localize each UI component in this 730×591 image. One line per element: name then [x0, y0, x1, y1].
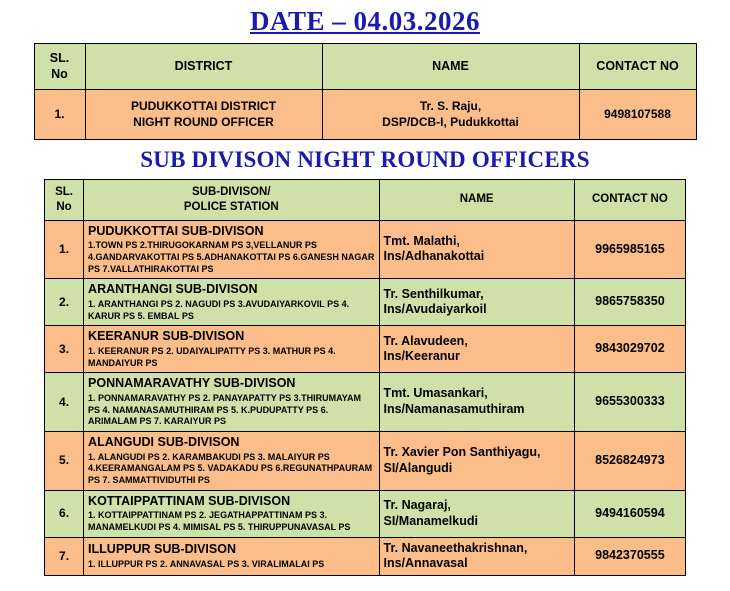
district-line1: PUDUKKOTTAI DISTRICT — [130, 99, 277, 114]
officer-designation: SI/Manamelkudi — [383, 513, 478, 528]
column-header-sl — [34, 44, 85, 90]
officer-name: Tr. S. Raju, — [419, 99, 482, 114]
cell-sl: 5. — [45, 431, 84, 490]
officer-name: Tr. Xavier Pon Santhiyagu, — [383, 445, 541, 460]
column-header-sl-line1: SL. — [49, 51, 70, 65]
subdivision-name: PONNAMARAVATHY SUB-DIVISON — [88, 376, 296, 391]
subdivision-name: ILLUPPUR SUB-DIVISON — [88, 542, 236, 557]
police-station-list: 1. ALANGUDI PS 2. KARAMBAKUDI PS 3. MALAIYUR PS 4.KEERAMANGALAM PS 5. VADAKADU PS 6.REGUNATHPAURAM PS 7. SAMMATTIVIDUTHI PS — [88, 451, 373, 485]
officer-designation: Ins/Keeranur — [383, 349, 460, 364]
table-row — [45, 326, 686, 373]
cell-contact: 9865758350 — [574, 279, 685, 326]
subdivision-name: PUDUKKOTTAI SUB-DIVISON — [88, 223, 264, 238]
cell-sl: 1. — [34, 90, 85, 139]
column-header-district: DISTRICT — [85, 44, 322, 90]
cell-sl: 2. — [45, 279, 84, 326]
cell-name — [379, 431, 574, 490]
officer-name: Tr. Senthilkumar, — [383, 286, 484, 301]
cell-sl: 3. — [45, 326, 84, 373]
police-station-list: 1. ARANTHANGI PS 2. NAGUDI PS 3.AVUDAIYARKOVIL PS 4. KARUR PS 5. EMBAL PS — [88, 298, 350, 321]
table-header-row — [45, 179, 686, 220]
district-line2: NIGHT ROUND OFFICER — [133, 115, 274, 130]
officer-designation: Ins/Namanasamuthiram — [383, 402, 525, 417]
cell-name — [322, 90, 579, 139]
table-row — [45, 537, 686, 575]
column-header-name: NAME — [322, 44, 579, 90]
table-header-row — [34, 44, 696, 90]
district-officer-table — [34, 43, 697, 140]
subdivision-name: ARANTHANGI SUB-DIVISON — [88, 282, 258, 297]
police-station-list: 1. KEERANUR PS 2. UDAIYALIPATTY PS 3. MATHUR PS 4. MANDAIYUR PS — [88, 345, 336, 368]
cell-name — [379, 279, 574, 326]
officer-designation: SI/Alangudi — [383, 460, 453, 475]
cell-name — [379, 326, 574, 373]
cell-subdivision — [84, 326, 379, 373]
cell-subdivision — [84, 490, 379, 537]
officer-name: Tr. Nagaraj, — [383, 497, 451, 512]
cell-contact: 9842370555 — [574, 537, 685, 575]
section-title: SUB DIVISON NIGHT ROUND OFFICERS — [140, 146, 590, 172]
subdivision-officers-table — [44, 179, 686, 576]
cell-sl: 4. — [45, 373, 84, 432]
table-row — [45, 220, 686, 279]
cell-name — [379, 537, 574, 575]
cell-sl: 6. — [45, 490, 84, 537]
cell-contact: 9965985165 — [574, 220, 685, 279]
cell-subdivision — [84, 220, 379, 279]
cell-subdivision — [84, 373, 379, 432]
cell-contact: 8526824973 — [574, 431, 685, 490]
cell-subdivision — [84, 537, 379, 575]
column-header-subdivision — [84, 179, 379, 220]
cell-subdivision — [84, 431, 379, 490]
cell-district — [85, 90, 322, 139]
cell-contact: 9843029702 — [574, 326, 685, 373]
cell-contact: 9494160594 — [574, 490, 685, 537]
police-station-list: 1. PONNAMARAVATHY PS 2. PANAYAPATTY PS 3.THIRUMAYAM PS 4. NAMANASAMUTHIRAM PS 5. K.PUDUPATTY PS 6. ARIMALAM PS 7. KARAIYUR PS — [88, 392, 361, 427]
officer-name: Tr. Alavudeen, — [383, 333, 468, 348]
officer-name: Tr. Navaneethakrishnan, — [383, 540, 528, 555]
column-header-sl-line2: No — [56, 200, 72, 213]
column-header-contact: CONTACT NO — [574, 179, 685, 220]
column-header-sl — [45, 179, 84, 220]
police-station-list: 1. ILLUPPUR PS 2. ANNAVASAL PS 3. VIRALIMALAI PS — [88, 558, 325, 569]
police-station-list: 1.TOWN PS 2.THIRUGOKARNAM PS 3,VELLANUR PS 4.GANDARVAKOTTAI PS 5.ADHANAKOTTAI PS 6.GANESH NAGAR PS 7.VALLATHIRAKOTTAI PS — [88, 240, 375, 274]
officer-designation: DSP/DCB-I, Pudukkottai — [382, 115, 519, 130]
table-row — [34, 90, 696, 139]
table-row — [45, 431, 686, 490]
cell-sl: 1. — [45, 220, 84, 279]
table-row — [45, 490, 686, 537]
cell-subdivision — [84, 279, 379, 326]
subdivision-name: KOTTAIPPATTINAM SUB-DIVISON — [88, 493, 291, 508]
column-header-subdivision-line2: POLICE STATION — [183, 200, 279, 213]
page-title: DATE – 04.03.2026 — [249, 6, 480, 36]
police-station-list: 1. KOTTAIPPATTINAM PS 2. JEGATHAPPATTINAM PS 3. MANAMELKUDI PS 4. MIMISAL PS 5. THIRUPPUNAVASAL PS — [88, 510, 351, 532]
column-header-sl-line2: No — [51, 66, 68, 81]
column-header-sl-line1: SL. — [55, 185, 73, 198]
cell-name — [379, 220, 574, 279]
subdivision-name: ALANGUDI SUB-DIVISON — [88, 434, 240, 449]
cell-contact: 9498107588 — [579, 90, 696, 139]
subdivision-name: KEERANUR SUB-DIVISON — [88, 329, 245, 344]
column-header-contact: CONTACT NO — [579, 44, 696, 90]
table-row — [45, 279, 686, 326]
officer-designation: Ins/Annavasal — [383, 556, 468, 571]
column-header-name: NAME — [379, 179, 574, 220]
officer-designation: Ins/Adhanakottai — [383, 249, 485, 264]
cell-name — [379, 490, 574, 537]
officer-name: Tmt. Malathi, — [383, 233, 460, 248]
officer-designation: Ins/Avudaiyarkoil — [383, 302, 487, 317]
table-row — [45, 373, 686, 432]
column-header-subdivision-line1: SUB-DIVISON/ — [191, 185, 271, 198]
cell-name — [379, 373, 574, 432]
cell-sl: 7. — [45, 537, 84, 575]
officer-name: Tmt. Umasankari, — [383, 386, 488, 401]
cell-contact: 9655300333 — [574, 373, 685, 432]
